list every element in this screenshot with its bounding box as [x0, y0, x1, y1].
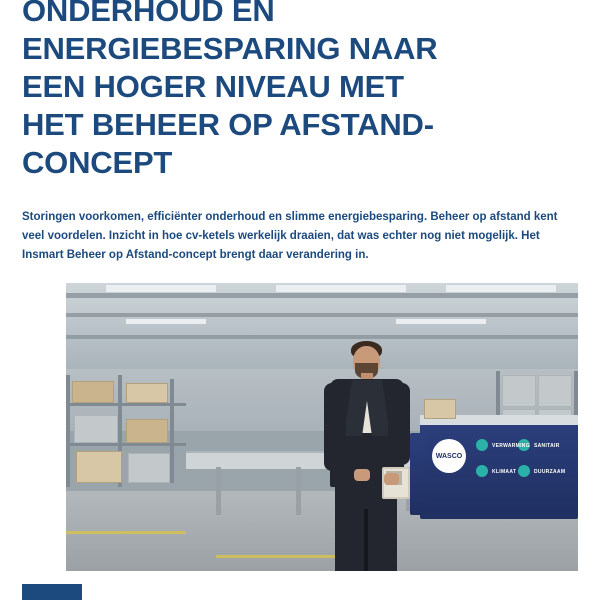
photo-machine-end [410, 433, 426, 515]
photo-box [126, 383, 168, 403]
photo-floor-marking [66, 531, 186, 534]
photo-skylight [126, 319, 206, 324]
photo-icon-dot [518, 465, 530, 477]
headline-clip [22, 0, 578, 196]
article-content [22, 0, 578, 265]
photo-ceiling-beam [66, 335, 578, 339]
headline-line-4: HET BEHEER OP AFSTAND- [22, 107, 434, 142]
photo-skylight [396, 319, 486, 324]
photo-rack-upright [170, 379, 174, 483]
photo-box [74, 415, 118, 443]
photo-rack-beam [66, 403, 186, 406]
machine-label-4: DUURZAAM [534, 469, 566, 475]
person-hand-right [384, 473, 399, 485]
photo-icon-dot [476, 439, 488, 451]
person-trouser-split [364, 509, 368, 571]
machine-label-3: KLIMAAT [492, 469, 517, 475]
article-photo [66, 283, 578, 571]
headline-line-2: ENERGIEBESPARING NAAR [22, 31, 438, 66]
photo-box [424, 399, 456, 419]
photo-rack-upright [66, 375, 70, 487]
photo-conveyor-leg [216, 467, 221, 515]
photo-conveyor-leg [296, 467, 301, 515]
photo-box [538, 375, 572, 407]
article-deck: Storingen voorkomen, efficiënter onderhoud en slimme energiebesparing. Beheer op afstand kent veel voordelen. Inzicht in hoe cv-ketels werkelijk draaien, dat was echter nog niet mogelijk. Het Insmart Beheer op Afstand-concept brengt daar verandering in. [22, 211, 558, 261]
photo-skylight [276, 285, 406, 292]
photo-box [126, 419, 168, 443]
photo-rack-beam [66, 443, 186, 446]
headline-line-3: EEN HOGER NIVEAU MET [22, 69, 404, 104]
photo-box [72, 381, 114, 403]
person-hand-left [354, 469, 370, 481]
photo-box [128, 453, 170, 483]
photo-ceiling-beam [66, 293, 578, 298]
left-margin-rule [0, 0, 4, 600]
photo-box [76, 451, 122, 483]
photo-icon-dot [476, 465, 488, 477]
photo-skylight [446, 285, 556, 292]
photo-ceiling-beam [66, 313, 578, 317]
person-arm-right [388, 383, 410, 465]
machine-label-2: SANITAIR [534, 443, 560, 449]
photo-scene [66, 283, 578, 571]
machine-label-1: VERWARMING [492, 443, 530, 449]
bottom-accent-block [22, 584, 82, 600]
headline-line-1: ONDERHOUD EN [22, 0, 275, 28]
person-arm-left [324, 383, 346, 471]
photo-box [502, 375, 536, 407]
page-title [22, 0, 567, 182]
bottom-band [0, 578, 600, 600]
photo-skylight [106, 285, 216, 292]
headline-line-5: CONCEPT [22, 145, 173, 180]
machine-brand-logo: WASCO [432, 439, 466, 473]
